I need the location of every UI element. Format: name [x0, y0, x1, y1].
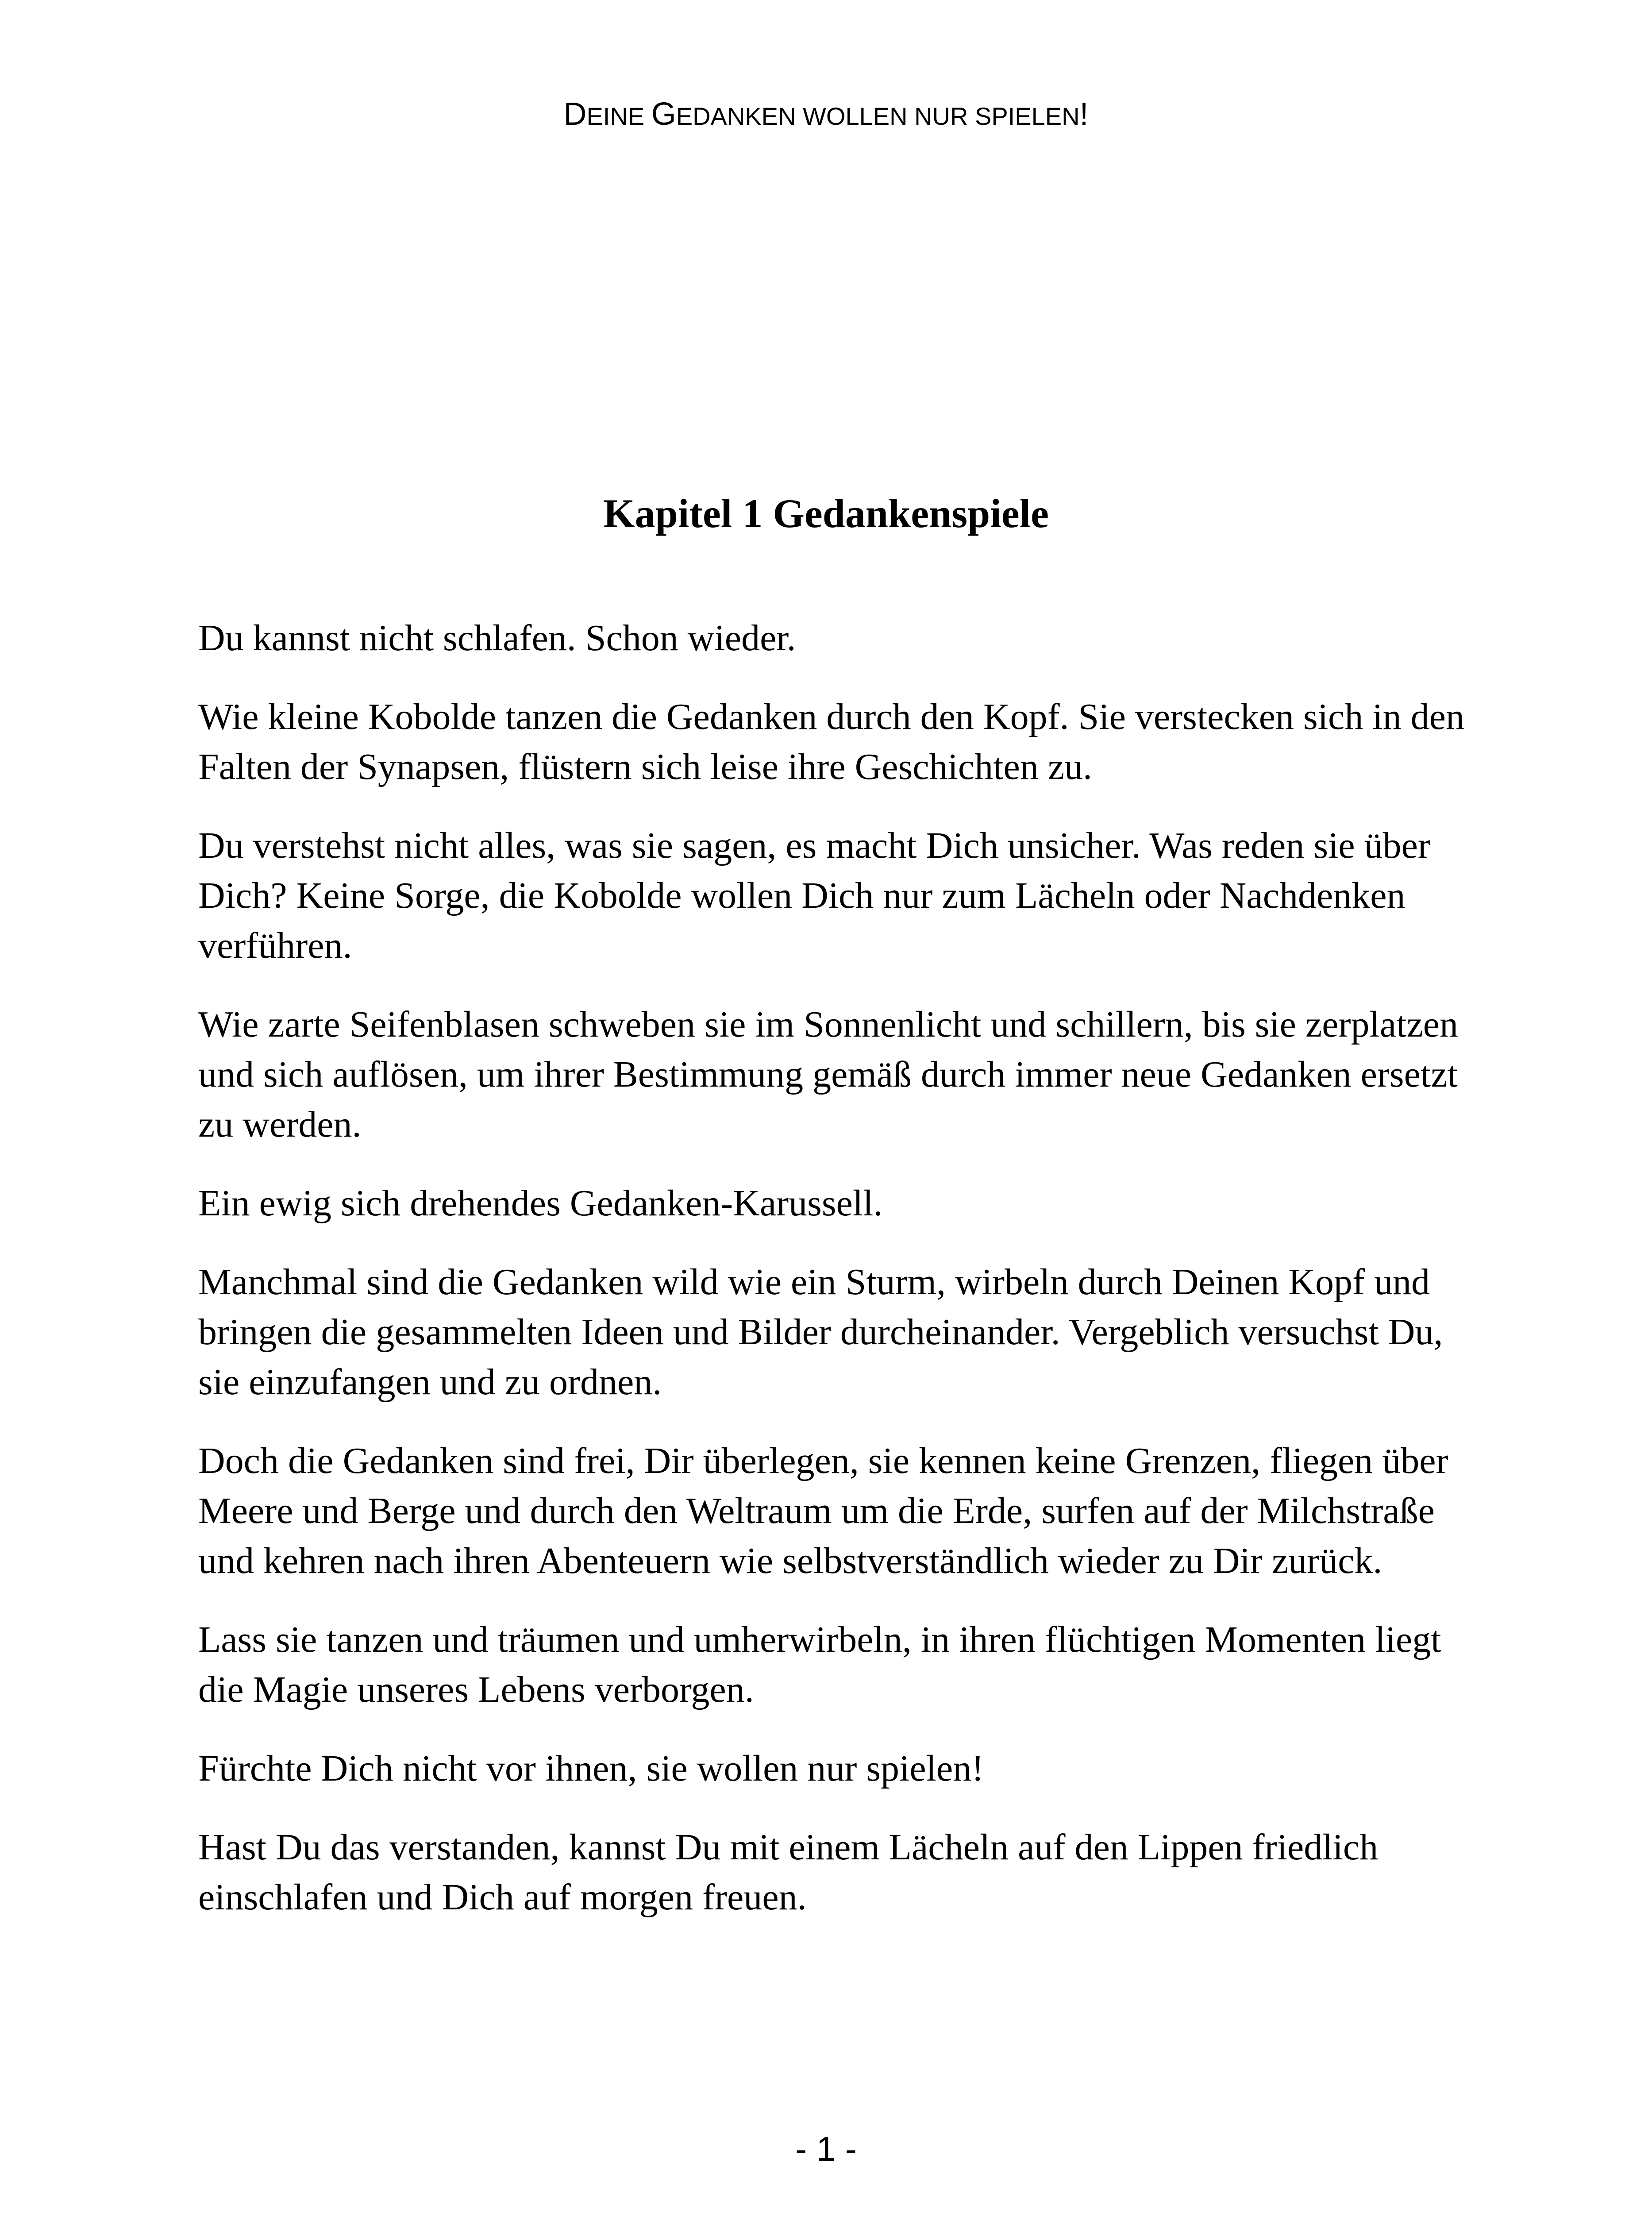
page-number: - 1 - — [795, 2129, 857, 2168]
paragraph: Du verstehst nicht alles, was sie sagen, es macht Dich unsicher. Was reden sie über Dich? Keine Sorge, die Kobolde wollen Dich nur zum Lächeln oder Nachdenken verführen. — [198, 825, 1430, 966]
paragraph: Fürchte Dich nicht vor ihnen, sie wollen nur spielen! — [198, 1748, 984, 1789]
paragraph: Du kannst nicht schlafen. Schon wieder. — [198, 617, 796, 659]
paragraph: Lass sie tanzen und träumen und umherwirbeln, in ihren flüchtigen Momenten liegt die Magie unseres Lebens verborgen. — [198, 1619, 1441, 1710]
paragraph: Manchmal sind die Gedanken wild wie ein Sturm, wirbeln durch Deinen Kopf und bringen die gesammelten Ideen und Bilder durcheinander. Vergeblich versuchst Du, sie einzufangen und zu ordnen. — [198, 1261, 1443, 1403]
running-header-part: G — [651, 96, 676, 132]
body-text — [198, 613, 1473, 1951]
running-header-part: EDANKEN WOLLEN NUR SPIELEN — [676, 102, 1080, 130]
paragraph: Wie kleine Kobolde tanzen die Gedanken durch den Kopf. Sie verstecken sich in den Falten der Synapsen, flüstern sich leise ihre Geschichten zu. — [198, 696, 1464, 787]
chapter-title: Kapitel 1 Gedankenspiele — [603, 491, 1049, 536]
running-header-part: ! — [1079, 96, 1089, 132]
paragraph: Hast Du das verstanden, kannst Du mit einem Lächeln auf den Lippen friedlich einschlafen und Dich auf morgen freuen. — [198, 1827, 1379, 1918]
paragraph: Doch die Gedanken sind frei, Dir überlegen, sie kennen keine Grenzen, fliegen über Meere und Berge und durch den Weltraum um die Erde, surfen auf der Milchstraße und kehren nach ihren Abenteuern wie selbstverständlich wieder zu Dir zurück. — [198, 1440, 1448, 1581]
running-header-part: EINE — [586, 102, 651, 130]
running-header — [0, 95, 1652, 135]
paragraph: Wie zarte Seifenblasen schweben sie im Sonnenlicht und schillern, bis sie zerplatzen und sich auflösen, um ihrer Bestimmung gemäß durch immer neue Gedanken ersetzt zu werden. — [198, 1004, 1459, 1145]
running-header-part: D — [563, 96, 587, 132]
paragraph: Ein ewig sich drehendes Gedanken-Karussell. — [198, 1183, 883, 1224]
